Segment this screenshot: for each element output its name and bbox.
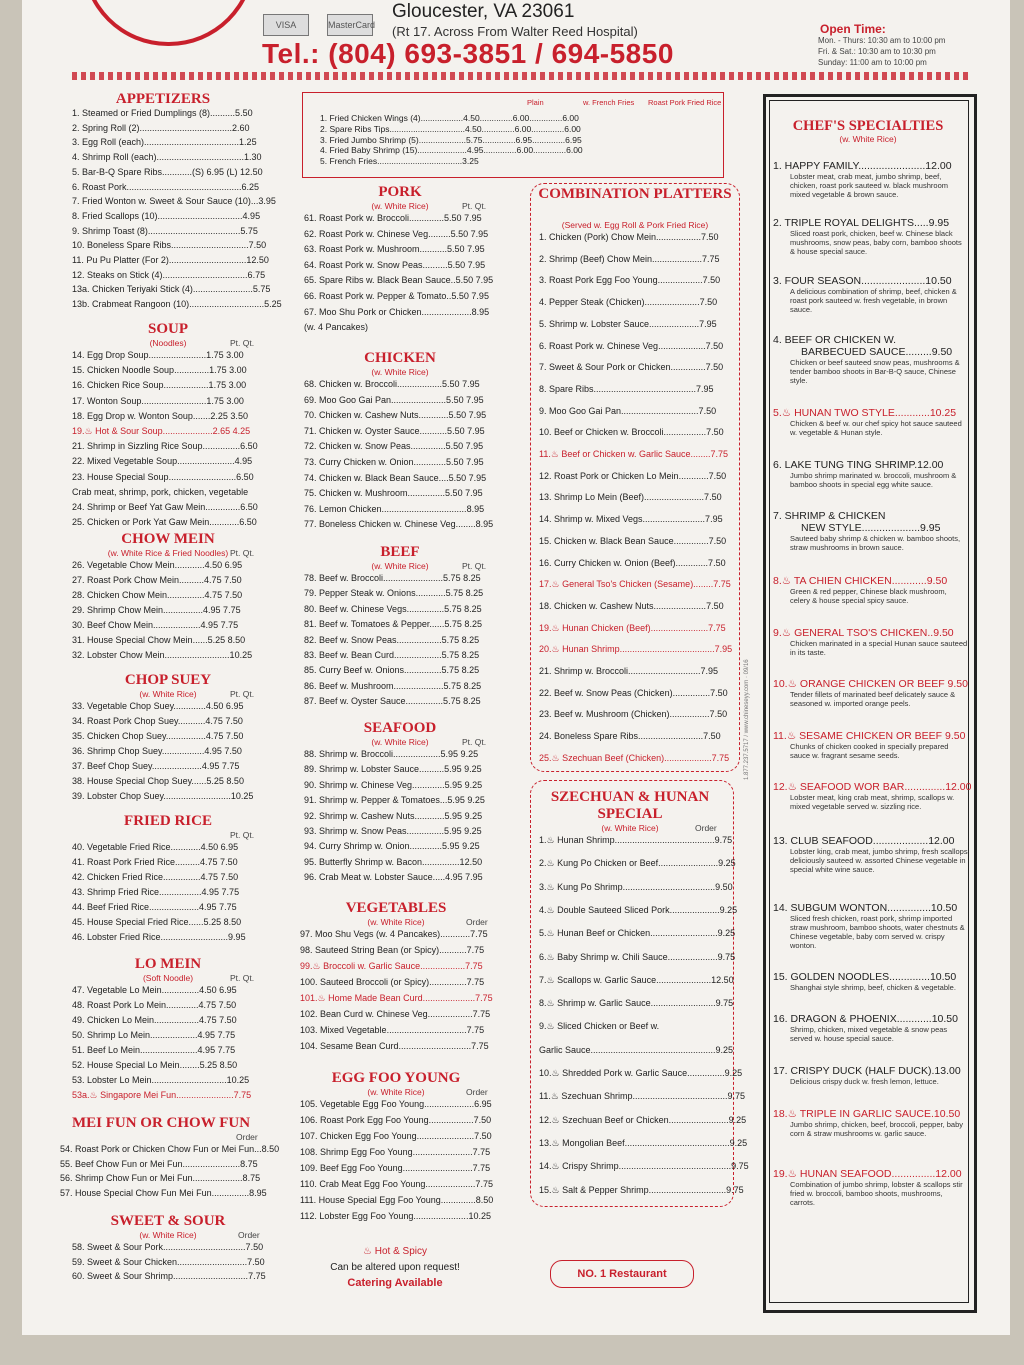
menu-item: 30. Beef Chow Mein...................4.95 7.75	[72, 620, 239, 630]
menu-item: 18. Chicken w. Cashew Nuts.....................7.50	[539, 600, 724, 611]
menu-item: (w. 4 Pancakes)	[304, 322, 369, 333]
specialty-description: Sliced roast pork, chicken, beef w. Chinese black mushrooms, snow peas, baby corn, bamboo shoots & house special sauce.	[790, 229, 962, 256]
menu-item: 24. Boneless Spare Ribs..........................7.50	[539, 731, 721, 742]
menu-item: 5. French Fries....................................3.25	[320, 156, 479, 167]
menu-item: 25.♨ Szechuan Beef (Chicken)...................7.75	[539, 752, 730, 763]
specialty-name: 14. SUBGUM WONTON...............10.50	[773, 902, 958, 914]
menu-item: 47. Vegetable Lo Mein...............4.50 6.95	[72, 985, 237, 995]
seafood-column-header: Pt. Qt.	[462, 737, 487, 747]
menu-item: 110. Crab Meat Egg Foo Young....................7.75	[300, 1179, 493, 1189]
menu-item: 2. Spare Ribs Tips................................4.50..............6.00..............6.00	[320, 123, 581, 134]
menu-item: 56. Shrimp Chow Fun or Mei Fun....................8.75	[60, 1173, 261, 1183]
menu-item: 12.♨ Szechuan Beef or Chicken........................9.25	[539, 1114, 747, 1125]
specialty-name: 13. CLUB SEAFOOD...................12.00	[773, 835, 955, 847]
menu-item: 53a.♨ Singapore Mei Fun.......................7.75	[72, 1090, 252, 1100]
open-time-line: Sunday: 11:00 am to 10:00 pm	[818, 58, 927, 67]
menu-item: 21. Shrimp in Sizzling Rice Soup...............6.50	[72, 441, 258, 452]
vegetables-title: VEGETABLES	[345, 900, 447, 916]
menu-item: 78. Beef w. Broccoli........................5.75 8.25	[304, 573, 481, 583]
menu-item: 6. Roast Pork w. Chinese Veg...................7.50	[539, 340, 724, 351]
menu-item: 107. Chicken Egg Foo Young.......................7.50	[300, 1131, 492, 1141]
menu-item: 23. Beef w. Mushroom (Chicken)................7.50	[539, 709, 728, 720]
menu-item: 4. Shrimp Roll (each)...................................1.30	[72, 152, 262, 163]
menu-item: 79. Pepper Steak w. Onions............5.75 8.25	[304, 588, 484, 599]
specialty-description: A delicious combination of shrimp, beef, chicken & roast pork sauteed w. fresh vegetable, in brown sauce.	[790, 287, 957, 314]
menu-item: 101.♨ Home Made Bean Curd.....................7.75	[300, 993, 493, 1003]
specialty-name: 16. DRAGON & PHOENIX............10.50	[773, 1013, 958, 1025]
menu-item: 105. Vegetable Egg Foo Young....................6.95	[300, 1099, 492, 1109]
egg_foo-title: EGG FOO YOUNG	[331, 1070, 461, 1086]
menu-item: 39. Lobster Chop Suey...........................10.25	[72, 791, 254, 801]
menu-item: 74. Chicken w. Black Bean Sauce....5.50 7.95	[304, 472, 487, 483]
menu-item: 62. Roast Pork w. Chinese Veg.........5.50 7.95	[304, 228, 489, 239]
menu-item: Garlic Sauce..................................................9.25	[539, 1044, 734, 1055]
menu-item: 36. Shrimp Chop Suey.................4.95 7.50	[72, 746, 242, 756]
menu-item: 7. Fried Wonton w. Sweet & Sour Sauce (10)...3.95	[72, 196, 276, 207]
menu-item: 44. Beef Fried Rice....................4.95 7.75	[72, 902, 237, 912]
beef-subtitle: (w. White Rice)	[371, 561, 429, 571]
decorative-border	[72, 72, 970, 80]
menu-item: 111. House Special Egg Foo Young..............8.50	[300, 1195, 494, 1205]
menu-item: 96. Crab Meat w. Lobster Sauce.....4.95 7.95	[304, 872, 483, 883]
menu-item: 21. Shrimp w. Broccoli.............................7.95	[539, 666, 719, 676]
pork-column-header: Pt. Qt.	[462, 201, 487, 211]
menu-item: 41. Roast Pork Fried Rice..........4.75 7.50	[72, 857, 238, 867]
menu-item: 8. Fried Scallops (10)..................................4.95	[72, 210, 261, 221]
sweet_sour-title: SWEET & SOUR	[110, 1213, 226, 1229]
menu-item: 83. Beef w. Bean Curd...................5.75 8.25	[304, 650, 480, 660]
menu-item: 20.♨ Hunan Shrimp......................................7.95	[539, 644, 733, 655]
directions: (Rt 17. Across From Walter Reed Hospital)	[392, 24, 638, 39]
menu-item: 6. Roast Pork..............................................6.25	[72, 181, 260, 192]
altered-note: Can be altered upon request!	[330, 1262, 460, 1273]
menu-item: 7. Sweet & Sour Pork or Chicken..............7.50	[539, 362, 724, 373]
soup-column-header: Pt. Qt.	[230, 338, 255, 348]
wings-column-header: Plain	[527, 98, 544, 107]
specialty-name: 2. TRIPLE ROYAL DELIGHTS.....9.95	[773, 217, 950, 229]
chop_suey-column-header: Pt. Qt.	[230, 689, 255, 699]
menu-item: 3. Egg Roll (each)......................................1.25	[72, 137, 257, 148]
menu-item: 45. House Special Fried Rice......5.25 8.50	[72, 917, 242, 927]
specialty-description: Tender fillets of marinated beef delicately sauce & seasoned w. imported orange peels.	[790, 690, 956, 708]
menu-item: 73. Curry Chicken w. Onion.............5.50 7.95	[304, 457, 484, 467]
menu-item: 13.♨ Mongolian Beef..........................................9.25	[539, 1137, 748, 1148]
menu-item: 75. Chicken w. Mushroom...............5.50 7.95	[304, 488, 483, 499]
menu-item: 11. Pu Pu Platter (For 2)...............................12.50	[72, 255, 269, 265]
menu-item: 38. House Special Chop Suey......5.25 8.50	[72, 776, 244, 786]
chow_mein-column-header: Pt. Qt.	[230, 548, 255, 558]
specialty-description: Chicken & beef w. our chef spicy hot sauce sauteed w. vegetable & Hunan style.	[790, 419, 962, 437]
specialty-description: Sauteed baby shrimp & chicken w. bamboo shoots, straw mushrooms in brown sauce.	[790, 534, 961, 552]
chow_mein-title: CHOW MEIN	[121, 531, 215, 547]
menu-item: 82. Beef w. Snow Peas..................5.75 8.25	[304, 634, 480, 645]
menu-item: 11.♨ Szechuan Shrimp......................................9.75	[539, 1091, 745, 1102]
menu-item: 14.♨ Crispy Shrimp.............................................9.75	[539, 1161, 749, 1172]
hot-spicy-legend: ♨ Hot & Spicy	[363, 1246, 427, 1257]
menu-item: 9.♨ Sliced Chicken or Beef w.	[539, 1021, 660, 1032]
menu-item: 90. Shrimp w. Chinese Veg.............5.95 9.25	[304, 779, 483, 790]
menu-item: 57. House Special Chow Fun Mei Fun...............8.95	[60, 1187, 267, 1198]
soup-subtitle: (Noodles)	[149, 338, 187, 348]
menu-item: 66. Roast Pork w. Pepper & Tomato..5.50 7.95	[304, 291, 489, 301]
lo_mein-column-header: Pt. Qt.	[230, 973, 255, 983]
soup-title: SOUP	[147, 321, 188, 337]
menu-item: 23. House Special Soup...........................6.50	[72, 471, 254, 482]
szechuan-subtitle: (w. White Rice)	[601, 823, 659, 833]
menu-item: 14. Shrimp w. Mixed Vegs.........................7.95	[539, 514, 723, 525]
open-time-line: Mon. - Thurs: 10:30 am to 10:00 pm	[818, 36, 946, 45]
pork-title: PORK	[378, 184, 422, 200]
specialty-description: Combination of jumbo shrimp, lobster & scallops stir fried w. broccoli, bamboo shoots, mushrooms, carrots.	[790, 1180, 963, 1207]
menu-item: 35. Chicken Chop Suey................4.75 7.50	[72, 731, 244, 741]
specialty-description: Lobster meat, king crab meat, shrimp, scallops w. mixed vegetable served w. sizzling rice.	[790, 793, 955, 811]
seafood-subtitle: (w. White Rice)	[371, 737, 429, 747]
specialty-description: Jumbo shrimp, chicken, beef, broccoli, pepper, baby corn & straw mushrooms w. garlic sauce.	[790, 1120, 964, 1138]
menu-item: 3. Roast Pork Egg Foo Young..................7.50	[539, 275, 721, 286]
menu-item: 7.♨ Scallops w. Garlic Sauce......................12.50	[539, 974, 734, 985]
specialty-name: NEW STYLE....................9.95	[801, 522, 941, 534]
specialty-description: Chicken or beef sauteed snow peas, mushrooms & tender bamboo shoots in Bar-B-Q sauce, Chinese style.	[790, 358, 960, 385]
specialty-name: BARBECUED SAUCE.........9.50	[801, 346, 953, 358]
menu-item: 67. Moo Shu Pork or Chicken....................8.95	[304, 306, 490, 317]
mei_fun-title: MEI FUN OR CHOW FUN	[71, 1115, 251, 1131]
menu-item: 76. Lemon Chicken..................................8.95	[304, 503, 485, 514]
menu-item: 14. Egg Drop Soup.......................1.75 3.00	[72, 350, 244, 360]
menu-item: 89. Shrimp w. Lobster Sauce..........5.95 9.25	[304, 764, 482, 775]
fried_rice-column-header: Pt. Qt.	[230, 830, 255, 840]
seafood-title: SEAFOOD	[363, 720, 437, 736]
menu-item: 32. Lobster Chow Mein..........................10.25	[72, 650, 253, 660]
menu-item: 93. Shrimp w. Snow Peas...............5.95 9.25	[304, 826, 482, 836]
menu-item: 15. Chicken w. Black Bean Sauce..............7.50	[539, 535, 727, 546]
pork-subtitle: (w. White Rice)	[371, 201, 429, 211]
specialty-description: Lobster meat, crab meat, jumbo shrimp, beef, chicken, roast pork sauteed w. black mushroom mixed vegetable & brown sauce.	[790, 172, 948, 199]
menu-item: 70. Chicken w. Cashew Nuts............5.50 7.95	[304, 410, 487, 421]
specialty-name: 3. FOUR SEASON......................10.50	[773, 275, 952, 287]
specialty-name: 15. GOLDEN NOODLES..............10.50	[773, 971, 957, 983]
menu-item: 69. Moo Goo Gai Pan......................5.50 7.95	[304, 394, 484, 405]
visa-card-logo: VISA	[263, 14, 309, 36]
specialty-name: 8.♨ TA CHIEN CHICKEN............9.50	[773, 575, 948, 587]
menu-item: 15.♨ Salt & Pepper Shrimp...............................9.75	[539, 1184, 744, 1195]
specialty-name: 1. HAPPY FAMILY.......................12.00	[773, 160, 952, 172]
menu-item: 91. Shrimp w. Pepper & Tomatoes...5.95 9.25	[304, 795, 485, 806]
fried_rice-title: FRIED RICE	[124, 813, 212, 829]
menu-item: 64. Roast Pork w. Snow Peas..........5.50 7.95	[304, 259, 486, 270]
chicken-subtitle: (w. White Rice)	[371, 367, 429, 377]
menu-item: 87. Beef w. Oyster Sauce...............5.75 8.25	[304, 696, 481, 707]
mastercard-logo: MasterCard	[327, 14, 373, 36]
wings-column-header: w. French Fries	[583, 98, 635, 107]
specialty-name: 17. CRISPY DUCK (HALF DUCK).13.00	[773, 1065, 961, 1077]
menu-item: 9. Shrimp Toast (8).....................................5.75	[72, 225, 258, 236]
sweet_sour-subtitle: (w. White Rice)	[139, 1230, 197, 1240]
menu-item: 13. Shrimp Lo Mein (Beef)........................7.50	[539, 492, 722, 503]
menu-item: 34. Roast Pork Chop Suey...........4.75 7.50	[72, 716, 243, 726]
menu-item: 104. Sesame Bean Curd.............................7.75	[300, 1041, 489, 1051]
vegetables-column-header: Order	[466, 917, 488, 927]
specialty-name: 5.♨ HUNAN TWO STYLE............10.25	[773, 407, 957, 419]
menu-item: 25. Chicken or Pork Yat Gaw Mein............6.50	[72, 517, 257, 528]
specialty-description: Lobster king, crab meat, jumbo shrimp, fresh scallops deliciously sauteed w. assorted Chinese vegetable in special white wine sauce.	[790, 847, 968, 874]
menu-item: 103. Mixed Vegetable................................7.75	[300, 1025, 485, 1035]
egg_foo-subtitle: (w. White Rice)	[367, 1087, 425, 1097]
menu-item: 2. Shrimp (Beef) Chow Mein....................7.75	[539, 253, 720, 264]
open-time-title: Open Time:	[820, 22, 886, 36]
menu-item: 8. Spare Ribs.........................................7.95	[539, 383, 714, 394]
menu-item: 15. Chicken Noodle Soup..............1.75 3.00	[72, 365, 247, 376]
menu-item: 16. Curry Chicken w. Onion (Beef).............7.50	[539, 557, 726, 568]
specialty-description: Green & red pepper, Chinese black mushroom, celery & house special spicy sauce.	[790, 587, 947, 605]
menu-item: 4.♨ Double Sauteed Sliced Pork....................9.25	[539, 904, 738, 915]
menu-item: 1. Steamed or Fried Dumplings (8)..........5.50	[72, 108, 253, 118]
menu-item: 43. Shrimp Fried Rice.................4.95 7.75	[72, 887, 240, 897]
sweet_sour-column-header: Order	[238, 1230, 260, 1240]
menu-item: 80. Beef w. Chinese Vegs...............5.75 8.25	[304, 603, 482, 614]
menu-item: 52. House Special Lo Mein........5.25 8.50	[72, 1060, 238, 1070]
menu-item: 40. Vegetable Fried Rice............4.50 6.95	[72, 842, 239, 852]
menu-item: 4. Pepper Steak (Chicken)......................7.50	[539, 297, 718, 308]
open-time-line: Fri. & Sat.: 10:30 am to 10:30 pm	[818, 47, 936, 56]
menu-item: 99.♨ Broccoli w. Garlic Sauce..................7.75	[300, 961, 483, 971]
lo_mein-subtitle: (Soft Noodle)	[142, 973, 194, 983]
menu-item: 19.♨ Hunan Chicken (Beef).......................7.75	[539, 622, 726, 633]
specialty-name: 11.♨ SESAME CHICKEN OR BEEF 9.50	[773, 730, 966, 742]
menu-item: 19.♨ Hot & Sour Soup....................2.65 4.25	[72, 426, 251, 436]
menu-item: 16. Chicken Rice Soup..................1.75 3.00	[72, 380, 247, 391]
menu-item: 72. Chicken w. Snow Peas..............5.50 7.95	[304, 441, 484, 452]
menu-item: 2. Spring Roll (2).....................................2.60	[72, 122, 250, 133]
menu-item: 97. Moo Shu Vegs (w. 4 Pancakes)............7.75	[300, 929, 488, 939]
menu-item: 51. Beef Lo Mein.......................4.95 7.75	[72, 1045, 236, 1055]
menu-item: 71. Chicken w. Oyster Sauce...........5.50 7.95	[304, 425, 485, 436]
menu-item: 42. Chicken Fried Rice...............4.75 7.50	[72, 872, 239, 882]
menu-item: 54. Roast Pork or Chicken Chow Fun or Mei Fun...8.50	[60, 1144, 280, 1154]
no1-restaurant-badge: NO. 1 Restaurant	[550, 1260, 694, 1288]
specialty-name: 19.♨ HUNAN SEAFOOD...............12.00	[773, 1168, 962, 1180]
chef-title: CHEF'S SPECIALTIES	[792, 118, 944, 134]
menu-item: 100. Sauteed Broccoli (or Spicy)...............7.75	[300, 977, 485, 987]
combo-subtitle: (Served w. Egg Roll & Pork Fried Rice)	[561, 220, 709, 230]
menu-item: 18. Egg Drop w. Wonton Soup.......2.25 3.50	[72, 410, 248, 421]
menu-item: 33. Vegetable Chop Suey.............4.50 6.95	[72, 701, 244, 711]
menu-item: 13a. Chicken Teriyaki Stick (4)........................5.75	[72, 284, 271, 295]
menu-item: 12. Roast Pork or Chicken Lo Mein............7.50	[539, 470, 727, 481]
menu-item: 26. Vegetable Chow Mein............4.50 6.95	[72, 560, 243, 570]
menu-item: 10. Boneless Spare Ribs...............................7.50	[72, 240, 267, 251]
menu-item: 85. Curry Beef w. Onions...............5.75 8.25	[304, 665, 480, 676]
menu-item: 5.♨ Hunan Beef or Chicken...........................9.25	[539, 928, 736, 939]
catering-note: Catering Available	[347, 1277, 443, 1289]
menu-item: 3.♨ Kung Po Shrimp.....................................9.50	[539, 881, 733, 892]
menu-item: 17.♨ General Tso's Chicken (Sesame)........7.75	[539, 579, 731, 590]
menu-item: 68. Chicken w. Broccoli..................5.50 7.95	[304, 379, 480, 389]
specialty-name: 7. SHRIMP & CHICKEN	[773, 510, 886, 522]
menu-item: 108. Shrimp Egg Foo Young........................7.75	[300, 1147, 491, 1157]
menu-item: 1. Fried Chicken Wings (4)..................4.50..............6.00..............6.00	[320, 113, 579, 123]
menu-item: 2.♨ Kung Po Chicken or Beef........................9.25	[539, 858, 736, 869]
chop_suey-title: CHOP SUEY	[124, 672, 212, 688]
menu-item: 102. Bean Curd w. Chinese Veg..................7.75	[300, 1009, 491, 1019]
appetizers-title: APPETIZERS	[115, 91, 211, 107]
specialty-name: 4. BEEF OR CHICKEN W.	[773, 334, 897, 346]
menu-item: 10.♨ Shredded Pork w. Garlic Sauce...............9.25	[539, 1068, 743, 1078]
specialty-description: Chunks of chicken cooked in specially prepared sauce w. fragrant sesame seeds.	[790, 742, 949, 760]
menu-item: 98. Sauteed String Bean (or Spicy)...........7.75	[300, 945, 485, 955]
menu-item: 60. Sweet & Sour Shrimp..............................7.75	[72, 1271, 266, 1281]
beef-title: BEEF	[380, 544, 420, 560]
szechuan-title: SZECHUAN & HUNAN SPECIAL	[550, 789, 710, 822]
side-print: 1.877.237.5717 / www.chineseyy.com · 09/16	[744, 659, 750, 780]
mei_fun-column-header: Order	[236, 1132, 258, 1142]
menu-item: 9. Moo Goo Gai Pan...............................7.50	[539, 405, 717, 416]
menu-item: 49. Chicken Lo Mein..................4.75 7.50	[72, 1015, 237, 1025]
wings-column-header: Roast Pork Fried Rice	[648, 98, 722, 107]
specialty-name: 9.♨ GENERAL TSO'S CHICKEN..9.50	[773, 627, 954, 639]
chicken-title: CHICKEN	[364, 350, 436, 366]
menu-item: Crab meat, shrimp, pork, chicken, vegetable	[72, 486, 249, 497]
menu-item: 61. Roast Pork w. Broccoli..............5.50 7.95	[304, 213, 482, 223]
specialty-name: 10.♨ ORANGE CHICKEN OR BEEF 9.50	[773, 678, 968, 690]
menu-item: 109. Beef Egg Foo Young............................7.75	[300, 1163, 491, 1173]
specialty-name: 6. LAKE TUNG TING SHRIMP.12.00	[773, 459, 944, 471]
chop_suey-subtitle: (w. White Rice)	[139, 689, 197, 699]
telephone: Tel.: (804) 693-3851 / 694-5850	[262, 38, 674, 69]
menu-item: 86. Beef w. Mushroom....................5.75 8.25	[304, 680, 482, 691]
menu-item: 88. Shrimp w. Broccoli...................5.95 9.25	[304, 749, 479, 759]
menu-item: 29. Shrimp Chow Mein................4.95 7.75	[72, 605, 241, 615]
menu-item: 6.♨ Baby Shrimp w. Chili Sauce....................9.75	[539, 951, 736, 962]
specialty-description: Shrimp, chicken, mixed vegetable & snow peas served w. house special sauce.	[790, 1025, 948, 1043]
specialty-description: Sliced fresh chicken, roast pork, shrimp imported straw mushroom, bamboo shoots, water chestnuts & Chinese vegetable, baby corn served w. crispy wonton.	[790, 914, 965, 950]
menu-item: 59. Sweet & Sour Chicken............................7.50	[72, 1256, 265, 1267]
combo-title: COMBINATION PLATTERS	[538, 186, 732, 202]
menu-item: 4. Fried Baby Shrimp (15).....................4.95..............6.00..............6.00	[320, 145, 583, 156]
menu-item: 65. Spare Ribs w. Black Bean Sauce..5.50 7.95	[304, 275, 494, 286]
menu-item: 46. Lobster Fried Rice...........................9.95	[72, 932, 246, 942]
menu-item: 81. Beef w. Tomatoes & Pepper......5.75 8.25	[304, 619, 482, 630]
menu-item: 17. Wonton Soup..........................1.75 3.00	[72, 395, 244, 406]
specialty-name: 18.♨ TRIPLE IN GARLIC SAUCE.10.50	[773, 1108, 961, 1120]
menu-item: 28. Chicken Chow Mein...............4.75 7.50	[72, 590, 243, 600]
menu-item: 77. Boneless Chicken w. Chinese Veg........8.95	[304, 519, 494, 530]
menu-item: 5. Bar-B-Q Spare Ribs............(S) 6.95 (L) 12.50	[72, 166, 263, 177]
menu-item: 10. Beef or Chicken w. Broccoli.................7.50	[539, 427, 724, 438]
menu-item: 13b. Crabmeat Rangoon (10)..............................5.25	[72, 299, 282, 310]
menu-item: 24. Shrimp or Beef Yat Gaw Mein..............6.50	[72, 502, 258, 512]
menu-item: 12. Steaks on Stick (4)..................................6.75	[72, 269, 266, 280]
beef-column-header: Pt. Qt.	[462, 561, 487, 571]
specialty-name: 12.♨ SEAFOOD WOR BAR..............12.00	[773, 781, 972, 793]
menu-item: 5. Shrimp w. Lobster Sauce....................7.95	[539, 318, 717, 329]
menu-item: 112. Lobster Egg Foo Young......................10.25	[300, 1211, 491, 1221]
menu-item: 63. Roast Pork w. Mushroom...........5.50 7.95	[304, 244, 485, 255]
lo_mein-title: LO MEIN	[134, 956, 202, 972]
menu-item: 8.♨ Shrimp w. Garlic Sauce..........................9.75	[539, 998, 734, 1009]
menu-item: 95. Butterfly Shrimp w. Bacon...............12.50	[304, 856, 483, 867]
specialty-description: Chicken marinated in a special Hunan sauce sauteed in its taste.	[790, 639, 968, 657]
specialty-description: Jumbo shrimp marinated w. broccoli, mushroom & bamboo shoots in special egg white sauce.	[790, 471, 957, 489]
menu-item: 53. Lobster Lo Mein..............................10.25	[72, 1075, 250, 1085]
menu-item: 55. Beef Chow Fun or Mei Fun.......................8.75	[60, 1158, 258, 1169]
chef-subtitle: (w. White Rice)	[839, 134, 897, 144]
menu-item: 22. Mixed Vegetable Soup.......................4.95	[72, 456, 253, 467]
specialty-description: Delicious crispy duck w. fresh lemon, lettuce.	[790, 1077, 939, 1086]
egg_foo-column-header: Order	[466, 1087, 488, 1097]
menu-item: 48. Roast Pork Lo Mein.............4.75 7.50	[72, 1000, 237, 1010]
menu-item: 94. Curry Shrimp w. Onion.............5.95 9.25	[304, 841, 480, 852]
vegetables-subtitle: (w. White Rice)	[367, 917, 425, 927]
menu-item: 92. Shrimp w. Cashew Nuts............5.95 9.25	[304, 810, 483, 821]
menu-item: 31. House Special Chow Mein......5.25 8.50	[72, 635, 246, 645]
menu-item: 58. Sweet & Sour Pork.................................7.50	[72, 1242, 264, 1252]
menu-item: 50. Shrimp Lo Mein...................4.95 7.75	[72, 1030, 236, 1040]
menu-item: 1. Chicken (Pork) Chow Mein..................7.50	[539, 232, 719, 242]
szechuan-column-header: Order	[695, 823, 717, 833]
menu-item: 106. Roast Pork Egg Foo Young..................7.50	[300, 1115, 492, 1125]
menu-item: 37. Beef Chop Suey....................4.95 7.75	[72, 761, 240, 771]
menu-item: 3. Fried Jumbo Shrimp (5)....................5.75..............6.95..............6.95	[320, 134, 582, 145]
menu-item: 11.♨ Beef or Chicken w. Garlic Sauce........7.75	[539, 449, 728, 459]
menu-item: 22. Beef w. Snow Peas (Chicken)...............7.50	[539, 687, 728, 698]
specialty-description: Shanghai style shrimp, beef, chicken & vegetable.	[790, 983, 956, 992]
menu-item: 27. Roast Pork Chow Mein..........4.75 7.50	[72, 575, 242, 585]
menu-item: 1.♨ Hunan Shrimp........................................9.75	[539, 835, 733, 845]
chow_mein-subtitle: (w. White Rice & Fried Noodles)	[107, 548, 229, 558]
city-address: Gloucester, VA 23061	[392, 1, 575, 22]
